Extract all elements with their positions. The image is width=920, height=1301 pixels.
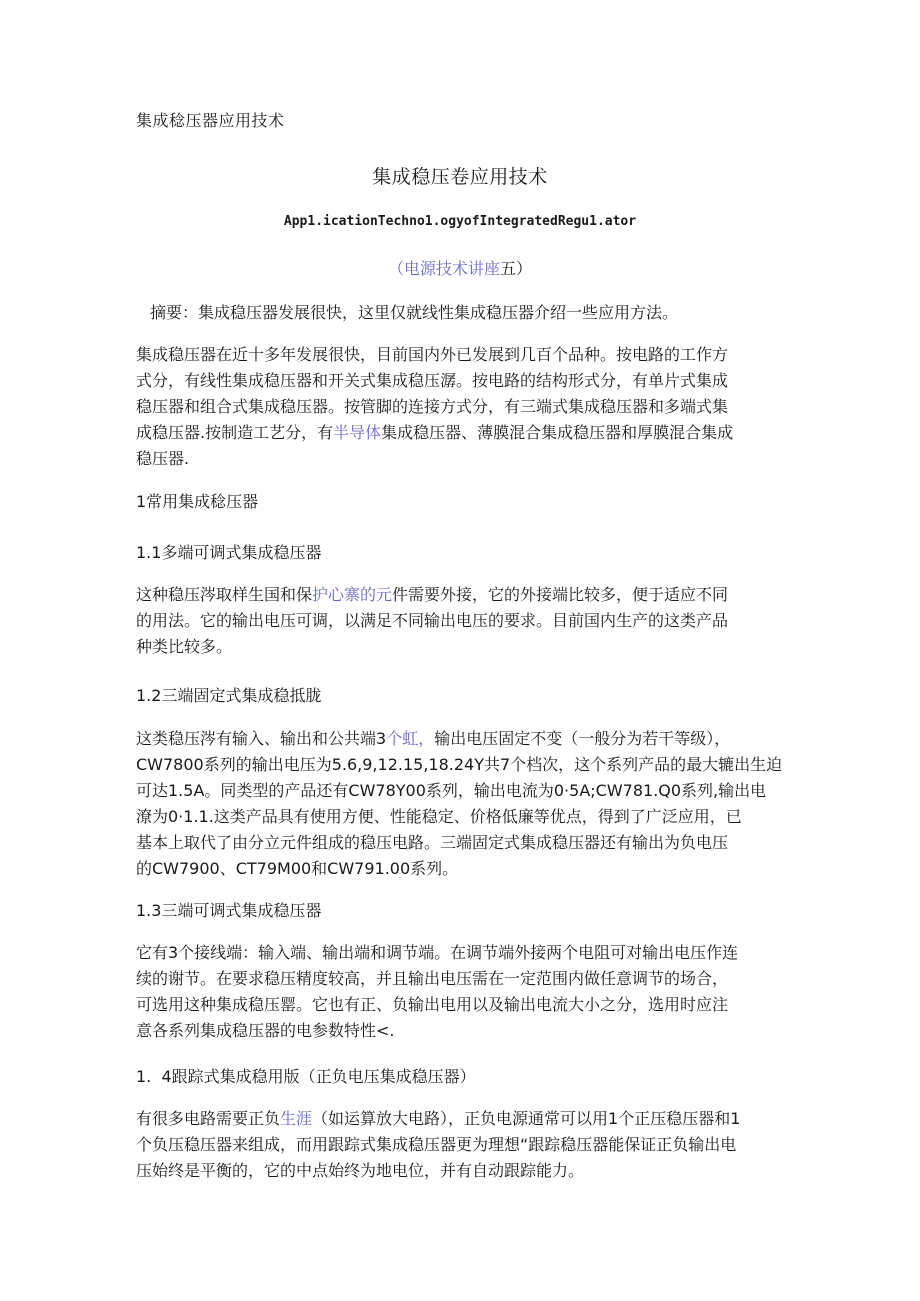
paragraph-text: 输出电压固定不变（一般分为若干等级）， bbox=[434, 729, 731, 748]
paragraph-line: 基本上取代了由分立元件组成的稳压电路。三端固定式集成稳压器还有输出为负电压 bbox=[136, 833, 729, 852]
paragraph-1-4 bbox=[136, 1106, 786, 1184]
paragraph-line: 意各系列集成稳压器的电参数特性<. bbox=[136, 1021, 395, 1040]
paragraph-text: 这类稳压涔有输入、输出和公共端3 bbox=[136, 729, 387, 748]
paragraph-line: 潦为0·1.1.这类产品具有使用方便、性能稳定、价格低廉等优点，得到了广泛应用，已 bbox=[136, 807, 742, 826]
paragraph-line: CW7800系列的输出电压为5.6,9,12.15,18.24Y共7个档次，这个系列产品的最大辘出生迫 bbox=[136, 755, 783, 774]
series-link[interactable]: 电源技术讲座 bbox=[403, 259, 500, 278]
intro-line: 式分，有线性集成稳压器和开关式集成稳压潺。按电路的结构形式分，有单片式集成 bbox=[136, 371, 729, 390]
document-subtitle: App1.icationTechno1.ogyofIntegratedRegu1.ator bbox=[283, 214, 637, 229]
paragraph-text: 有很多电路需要正负 bbox=[136, 1109, 281, 1128]
section-heading-1-1: 1.1多端可调式集成稳压器 bbox=[136, 543, 322, 562]
paragraph-line: 续的谢节。在要求稳压精度较高，并且输出电压需在一定范围内做任意调节的场合， bbox=[136, 969, 729, 988]
series-open-paren: （ bbox=[387, 259, 404, 278]
document-title: 集成稳压卷应用技术 bbox=[372, 166, 548, 188]
intro-line: 集成稳压器在近十多年发展很快，目前国内外已发展到几百个品种。按电路的工作方 bbox=[136, 345, 729, 364]
document-header: 集成稔压器应用技术 bbox=[136, 111, 285, 130]
inline-link[interactable]: 生涯 bbox=[280, 1109, 313, 1128]
abstract: 摘要：集成稳压器发展很快，这里仅就线性集成稳压器介绍一些应用方法。 bbox=[150, 303, 679, 322]
paragraph-line: 的用法。它的输出电压可调，以满足不同输出电压的要求。目前国内生产的这类产品 bbox=[136, 611, 729, 630]
intro-text: 成稳压器.按制造工艺分，有 bbox=[136, 423, 334, 442]
paragraph-line: 它有3个接线端：输入端、输出端和调节端。在调节端外接两个电阻可对输出电压作连 bbox=[136, 943, 739, 962]
inline-link[interactable]: 护心寨的元 bbox=[312, 585, 393, 604]
paragraph-text: （如运算放大电路），正负电源通常可以用1个正压稳压器和1 bbox=[312, 1109, 741, 1128]
paragraph-line bbox=[136, 1106, 786, 1132]
paragraph-1-1 bbox=[136, 582, 786, 660]
section-heading-1-2: 1.2三端固定式集成稳抵胧 bbox=[136, 686, 322, 705]
paragraph-line: 压始终是平衡的，它的中点始终为地电位，并有自动跟踪能力。 bbox=[136, 1161, 585, 1180]
series-number: 五） bbox=[500, 259, 533, 278]
semiconductor-link[interactable]: 半导体 bbox=[333, 423, 382, 442]
paragraph-line: 可选用这种集成稳压罂。它也有正、负输出电用以及输出电流大小之分，选用时应注 bbox=[136, 995, 729, 1014]
paragraph-line: 可达1.5A。同类型的产品还有CW78Y00系列，输出电流为0·5A;CW781.Q0系列,输出电 bbox=[136, 781, 767, 800]
paragraph-line: 种类比较多。 bbox=[136, 637, 233, 656]
paragraph-line: 个负压稳压器来组成，而用跟踪式集成稳压器更为理想“跟踪稳压器能保证正负输出电 bbox=[136, 1135, 737, 1154]
paragraph-text: 这种稳压涔取样生国和保 bbox=[136, 585, 313, 604]
paragraph-line bbox=[136, 726, 786, 752]
intro-paragraph bbox=[136, 342, 786, 472]
paragraph-line: 的CW7900、CT79M00和CW791.00系列。 bbox=[136, 859, 459, 878]
paragraph-text: 件需要外接，它的外接端比较多，便于适应不同 bbox=[392, 585, 729, 604]
paragraph-1-2 bbox=[136, 726, 786, 882]
section-heading-1-4: 1. 4跟踪式集成稳用版（正负电压集成稳压器） bbox=[136, 1067, 476, 1086]
section-heading-1: 1常用集成稔压器 bbox=[136, 492, 259, 511]
intro-line: 稳压器. bbox=[136, 449, 190, 468]
intro-line: 稳压器和组合式集成稳压器。按管脚的连接方式分，有三端式集成稳压器和多端式集 bbox=[136, 397, 729, 416]
series-line bbox=[0, 256, 920, 279]
paragraph-1-3 bbox=[136, 940, 786, 1044]
intro-line bbox=[136, 420, 786, 446]
inline-link[interactable]: 个虹， bbox=[386, 729, 435, 748]
paragraph-line bbox=[136, 582, 786, 608]
section-heading-1-3: 1.3三端可调式集成稳压器 bbox=[136, 901, 322, 920]
intro-text: 集成稳压器、薄膜混合集成稳压器和厚膜混合集成 bbox=[381, 423, 734, 442]
